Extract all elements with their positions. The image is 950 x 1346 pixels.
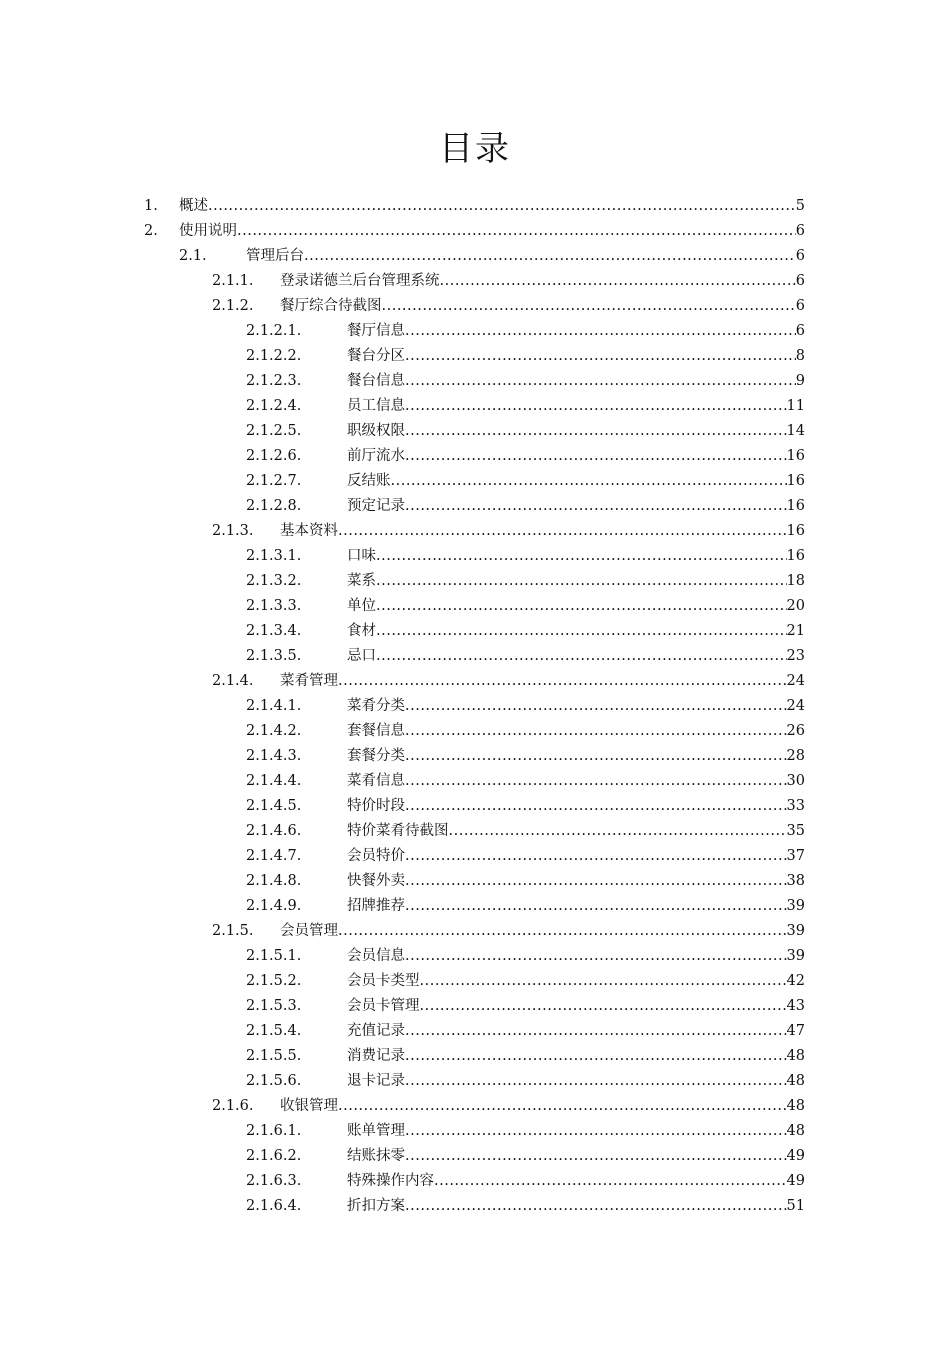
toc-entry-number: 2.1.4.4. — [246, 773, 302, 789]
toc-entry-number: 2.1.5.5. — [246, 1048, 302, 1064]
toc-entry[interactable] — [0, 744, 950, 769]
toc-entry[interactable] — [0, 719, 950, 744]
toc-entry[interactable] — [0, 369, 950, 394]
toc-entry-page: 33 — [786, 798, 805, 814]
toc-dot-leader — [405, 794, 787, 819]
toc-dot-leader — [338, 1094, 787, 1119]
toc-dot-leader — [405, 319, 796, 344]
toc-entry-number: 2.1.5.4. — [246, 1023, 302, 1039]
toc-dot-leader — [440, 269, 796, 294]
toc-entry-line — [280, 519, 805, 544]
toc-entry-line — [347, 1019, 805, 1044]
toc-entry-title: 餐台信息 — [347, 373, 405, 389]
toc-dot-leader — [405, 869, 787, 894]
toc-entry-line — [347, 844, 805, 869]
toc-entry-line — [347, 794, 805, 819]
toc-entry-line — [347, 894, 805, 919]
toc-dot-leader — [405, 844, 787, 869]
toc-entry-number: 2.1.5.2. — [246, 973, 302, 989]
toc-entry-title: 特殊操作内容 — [347, 1173, 434, 1189]
toc-dot-leader — [405, 894, 787, 919]
toc-entry-title: 反结账 — [347, 473, 391, 489]
toc-entry-line — [347, 1069, 805, 1094]
toc-dot-leader — [405, 444, 787, 469]
toc-entry-title: 基本资料 — [280, 523, 338, 539]
toc-entry-page: 39 — [786, 923, 805, 939]
toc-entry-page: 48 — [786, 1123, 805, 1139]
toc-entry-page: 24 — [786, 698, 805, 714]
toc-entry-title: 餐台分区 — [347, 348, 405, 364]
toc-entry-title: 快餐外卖 — [347, 873, 405, 889]
toc-entry-page: 6 — [795, 273, 805, 289]
toc-dot-leader — [405, 944, 787, 969]
toc-entry[interactable] — [0, 394, 950, 419]
toc-entry-page: 20 — [786, 598, 805, 614]
toc-entry[interactable] — [0, 194, 950, 219]
toc-entry-title: 职级权限 — [347, 423, 405, 439]
toc-dot-leader — [304, 244, 796, 269]
toc-entry-page: 5 — [795, 198, 805, 214]
toc-entry-line — [347, 1194, 805, 1219]
toc-entry-title: 消费记录 — [347, 1048, 405, 1064]
toc-entry[interactable] — [0, 544, 950, 569]
toc-entry[interactable] — [0, 819, 950, 844]
toc-entry-title: 菜系 — [347, 573, 376, 589]
toc-entry-page: 49 — [786, 1148, 805, 1164]
toc-entry-line — [179, 194, 805, 219]
toc-dot-leader — [405, 1069, 787, 1094]
toc-entry-page: 16 — [786, 548, 805, 564]
toc-entry-number: 2.1.4.6. — [246, 823, 302, 839]
toc-entry-number: 2.1.2.7. — [246, 473, 302, 489]
toc-entry-line — [347, 369, 805, 394]
toc-dot-leader — [338, 669, 787, 694]
toc-entry-title: 退卡记录 — [347, 1073, 405, 1089]
toc-entry[interactable] — [0, 894, 950, 919]
toc-dot-leader — [376, 569, 787, 594]
toc-entry-line — [347, 819, 805, 844]
toc-entry[interactable] — [0, 494, 950, 519]
toc-dot-leader — [405, 494, 787, 519]
toc-entry-line — [347, 944, 805, 969]
toc-entry-title: 菜肴分类 — [347, 698, 405, 714]
toc-entry[interactable] — [0, 994, 950, 1019]
toc-entry-number: 2.1.3. — [212, 523, 254, 539]
toc-entry-number: 2.1.2.3. — [246, 373, 302, 389]
toc-entry-page: 38 — [786, 873, 805, 889]
toc-entry-number: 2.1.1. — [212, 273, 254, 289]
toc-entry-number: 2.1.4.8. — [246, 873, 302, 889]
toc-dot-leader — [405, 1119, 787, 1144]
toc-dot-leader — [405, 369, 796, 394]
toc-entry-line — [280, 669, 805, 694]
toc-entry-line — [347, 444, 805, 469]
toc-entry-title: 登录诺德兰后台管理系统 — [280, 273, 440, 289]
toc-entry-number: 2.1.4.7. — [246, 848, 302, 864]
toc-entry[interactable] — [0, 444, 950, 469]
toc-entry-page: 16 — [786, 473, 805, 489]
toc-entry[interactable] — [0, 844, 950, 869]
toc-entry-page: 26 — [786, 723, 805, 739]
toc-entry-title: 会员管理 — [280, 923, 338, 939]
toc-entry-title: 招牌推荐 — [347, 898, 405, 914]
toc-dot-leader — [405, 344, 796, 369]
toc-entry-line — [347, 869, 805, 894]
toc-entry-number: 2.1.2.1. — [246, 323, 302, 339]
toc-entry-line — [347, 569, 805, 594]
toc-entry-line — [246, 244, 805, 269]
toc-entry-page: 6 — [795, 223, 805, 239]
toc-entry[interactable] — [0, 1169, 950, 1194]
toc-entry-line — [347, 394, 805, 419]
toc-entry-title: 套餐分类 — [347, 748, 405, 764]
toc-entry-page: 49 — [786, 1173, 805, 1189]
toc-entry-page: 48 — [786, 1098, 805, 1114]
toc-entry-number: 2.1.3.5. — [246, 648, 302, 664]
toc-entry-line — [347, 544, 805, 569]
toc-entry[interactable] — [0, 569, 950, 594]
toc-entry-title: 忌口 — [347, 648, 376, 664]
toc-entry-title: 会员特价 — [347, 848, 405, 864]
toc-entry-number: 2.1.6.4. — [246, 1198, 302, 1214]
toc-entry[interactable] — [0, 344, 950, 369]
toc-dot-leader — [420, 969, 787, 994]
toc-entry-number: 1. — [144, 198, 158, 214]
toc-dot-leader — [420, 994, 787, 1019]
toc-entry-page: 18 — [786, 573, 805, 589]
toc-dot-leader — [405, 419, 787, 444]
toc-entry-page: 23 — [786, 648, 805, 664]
toc-entry-number: 2.1. — [179, 248, 207, 264]
toc-entry-number: 2.1.5. — [212, 923, 254, 939]
toc-entry-number: 2.1.4.1. — [246, 698, 302, 714]
toc-entry[interactable] — [0, 594, 950, 619]
toc-entry-page: 11 — [786, 398, 805, 414]
toc-entry-title: 充值记录 — [347, 1023, 405, 1039]
toc-entry[interactable] — [0, 919, 950, 944]
toc-entry-number: 2. — [144, 223, 158, 239]
toc-entry-number: 2.1.3.4. — [246, 623, 302, 639]
toc-entry-title: 单位 — [347, 598, 376, 614]
toc-entry-number: 2.1.6.2. — [246, 1148, 302, 1164]
toc-dot-leader — [405, 719, 787, 744]
toc-title: 目录 — [439, 129, 511, 169]
toc-entry[interactable] — [0, 694, 950, 719]
toc-entry-line — [280, 919, 805, 944]
toc-entry-title: 折扣方案 — [347, 1198, 405, 1214]
toc-entry-line — [347, 469, 805, 494]
toc-entry-title: 收银管理 — [280, 1098, 338, 1114]
toc-entry-number: 2.1.2.8. — [246, 498, 302, 514]
toc-entry-number: 2.1.3.3. — [246, 598, 302, 614]
toc-entry-number: 2.1.5.1. — [246, 948, 302, 964]
toc-entry[interactable] — [0, 619, 950, 644]
toc-entry-title: 管理后台 — [246, 248, 304, 264]
toc-entry-page: 16 — [786, 498, 805, 514]
toc-entry-title: 特价时段 — [347, 798, 405, 814]
toc-entry[interactable] — [0, 244, 950, 269]
toc-entry-line — [347, 1044, 805, 1069]
toc-dot-leader — [405, 744, 787, 769]
toc-entry-line — [347, 694, 805, 719]
toc-entry[interactable] — [0, 269, 950, 294]
toc-entry[interactable] — [0, 1119, 950, 1144]
toc-entry-page: 6 — [795, 298, 805, 314]
toc-entry-line — [347, 594, 805, 619]
toc-entry-page: 6 — [795, 248, 805, 264]
toc-entry-title: 套餐信息 — [347, 723, 405, 739]
toc-entry-page: 51 — [786, 1198, 805, 1214]
toc-entry[interactable] — [0, 869, 950, 894]
toc-entry-title: 前厅流水 — [347, 448, 405, 464]
toc-dot-leader — [208, 194, 796, 219]
toc-entry-number: 2.1.6.3. — [246, 1173, 302, 1189]
toc-entry-title: 餐厅信息 — [347, 323, 405, 339]
toc-entry-title: 口味 — [347, 548, 376, 564]
toc-entry-line — [280, 1094, 805, 1119]
toc-entry-line — [347, 1119, 805, 1144]
toc-entry-line — [347, 494, 805, 519]
toc-entry-page: 24 — [786, 673, 805, 689]
toc-entry[interactable] — [0, 944, 950, 969]
toc-dot-leader — [434, 1169, 787, 1194]
toc-entry-line — [347, 319, 805, 344]
toc-entry-title: 结账抹零 — [347, 1148, 405, 1164]
toc-dot-leader — [405, 1144, 787, 1169]
toc-entry-page: 8 — [795, 348, 805, 364]
toc-entry[interactable] — [0, 794, 950, 819]
toc-entry[interactable] — [0, 319, 950, 344]
toc-entry-line — [179, 219, 805, 244]
toc-entry[interactable] — [0, 669, 950, 694]
toc-entry-title: 会员信息 — [347, 948, 405, 964]
toc-entry-title: 账单管理 — [347, 1123, 405, 1139]
toc-dot-leader — [405, 394, 787, 419]
toc-list — [0, 194, 950, 1219]
toc-entry-title: 会员卡管理 — [347, 998, 420, 1014]
toc-dot-leader — [338, 519, 787, 544]
toc-entry-title: 餐厅综合待截图 — [280, 298, 382, 314]
toc-entry-line — [347, 744, 805, 769]
toc-entry-line — [347, 344, 805, 369]
toc-dot-leader — [405, 1019, 787, 1044]
toc-entry-page: 14 — [786, 423, 805, 439]
toc-entry-number: 2.1.4.5. — [246, 798, 302, 814]
toc-entry[interactable] — [0, 1069, 950, 1094]
toc-entry[interactable] — [0, 1144, 950, 1169]
toc-entry-line — [347, 719, 805, 744]
toc-entry[interactable] — [0, 469, 950, 494]
toc-entry-page: 16 — [786, 448, 805, 464]
toc-dot-leader — [382, 294, 796, 319]
toc-entry-line — [280, 269, 805, 294]
toc-entry-number: 2.1.5.6. — [246, 1073, 302, 1089]
toc-entry-number: 2.1.4.2. — [246, 723, 302, 739]
toc-dot-leader — [405, 1044, 787, 1069]
toc-entry-page: 48 — [786, 1073, 805, 1089]
toc-entry-page: 35 — [786, 823, 805, 839]
toc-entry-page: 9 — [795, 373, 805, 389]
toc-entry-page: 28 — [786, 748, 805, 764]
toc-entry-page: 39 — [786, 948, 805, 964]
toc-entry[interactable] — [0, 294, 950, 319]
toc-entry-number: 2.1.3.1. — [246, 548, 302, 564]
toc-entry-page: 6 — [795, 323, 805, 339]
toc-entry-number: 2.1.5.3. — [246, 998, 302, 1014]
toc-entry-title: 预定记录 — [347, 498, 405, 514]
toc-dot-leader — [376, 594, 787, 619]
toc-entry[interactable] — [0, 419, 950, 444]
toc-entry-number: 2.1.4.9. — [246, 898, 302, 914]
toc-entry-number: 2.1.3.2. — [246, 573, 302, 589]
toc-entry-line — [280, 294, 805, 319]
toc-entry[interactable] — [0, 644, 950, 669]
toc-dot-leader — [237, 219, 796, 244]
toc-entry[interactable] — [0, 969, 950, 994]
toc-entry-line — [347, 969, 805, 994]
toc-entry-number: 2.1.6. — [212, 1098, 254, 1114]
toc-entry-number: 2.1.4.3. — [246, 748, 302, 764]
toc-entry-page: 39 — [786, 898, 805, 914]
toc-entry-title: 特价菜肴待截图 — [347, 823, 449, 839]
toc-entry-title: 菜肴信息 — [347, 773, 405, 789]
toc-entry-title: 会员卡类型 — [347, 973, 420, 989]
toc-entry[interactable] — [0, 1019, 950, 1044]
toc-entry-page: 21 — [786, 623, 805, 639]
toc-entry-number: 2.1.2.4. — [246, 398, 302, 414]
toc-entry-page: 47 — [786, 1023, 805, 1039]
toc-entry[interactable] — [0, 219, 950, 244]
toc-entry[interactable] — [0, 1044, 950, 1069]
toc-entry-number: 2.1.2. — [212, 298, 254, 314]
toc-entry-line — [347, 994, 805, 1019]
toc-entry[interactable] — [0, 769, 950, 794]
toc-dot-leader — [405, 694, 787, 719]
toc-entry[interactable] — [0, 519, 950, 544]
toc-dot-leader — [449, 819, 787, 844]
toc-entry-number: 2.1.2.5. — [246, 423, 302, 439]
toc-entry-line — [347, 419, 805, 444]
toc-entry-line — [347, 619, 805, 644]
toc-entry-number: 2.1.6.1. — [246, 1123, 302, 1139]
toc-entry-page: 43 — [786, 998, 805, 1014]
toc-entry-line — [347, 1169, 805, 1194]
toc-entry-page: 37 — [786, 848, 805, 864]
toc-dot-leader — [391, 469, 787, 494]
toc-entry-number: 2.1.4. — [212, 673, 254, 689]
toc-entry-line — [347, 1144, 805, 1169]
toc-entry-page: 42 — [786, 973, 805, 989]
toc-entry-page: 48 — [786, 1048, 805, 1064]
toc-entry-page: 30 — [786, 773, 805, 789]
toc-entry-title: 使用说明 — [179, 223, 237, 239]
toc-entry-title: 概述 — [179, 198, 208, 214]
toc-entry-number: 2.1.2.2. — [246, 348, 302, 364]
toc-entry[interactable] — [0, 1194, 950, 1219]
toc-dot-leader — [376, 544, 787, 569]
toc-dot-leader — [376, 619, 787, 644]
toc-entry-line — [347, 644, 805, 669]
toc-entry[interactable] — [0, 1094, 950, 1119]
toc-dot-leader — [405, 769, 787, 794]
toc-entry-title: 菜肴管理 — [280, 673, 338, 689]
toc-dot-leader — [405, 1194, 787, 1219]
toc-dot-leader — [338, 919, 787, 944]
toc-entry-line — [347, 769, 805, 794]
toc-entry-title: 食材 — [347, 623, 376, 639]
toc-entry-page: 16 — [786, 523, 805, 539]
toc-entry-number: 2.1.2.6. — [246, 448, 302, 464]
toc-dot-leader — [376, 644, 787, 669]
toc-entry-title: 员工信息 — [347, 398, 405, 414]
